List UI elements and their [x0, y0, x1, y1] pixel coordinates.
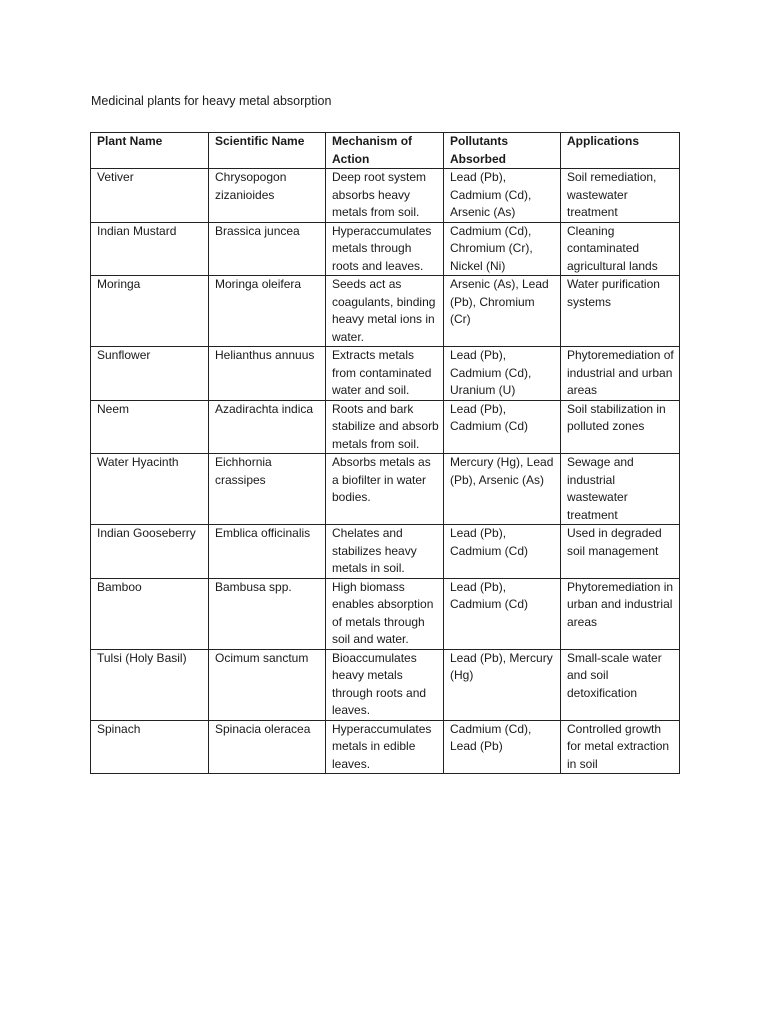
table-row — [91, 222, 680, 276]
cell-plant-name: Neem — [91, 400, 209, 454]
cell-scientific-name: Azadirachta indica — [209, 400, 326, 454]
cell-applications: Phytoremediation of industrial and urban areas — [561, 347, 680, 401]
cell-mechanism: Hyperaccumulates metals in edible leaves. — [326, 720, 444, 774]
cell-plant-name: Vetiver — [91, 169, 209, 223]
table-row — [91, 276, 680, 347]
table-header-row — [91, 133, 680, 169]
header-mechanism: Mechanism of Action — [326, 133, 444, 169]
cell-applications: Used in degraded soil management — [561, 525, 680, 579]
cell-plant-name: Tulsi (Holy Basil) — [91, 649, 209, 720]
cell-plant-name: Water Hyacinth — [91, 454, 209, 525]
cell-scientific-name: Chrysopogon zizanioides — [209, 169, 326, 223]
cell-pollutants: Lead (Pb), Mercury (Hg) — [444, 649, 561, 720]
cell-applications: Soil remediation, wastewater treatment — [561, 169, 680, 223]
table-row — [91, 400, 680, 454]
cell-scientific-name: Bambusa spp. — [209, 578, 326, 649]
cell-pollutants: Arsenic (As), Lead (Pb), Chromium (Cr) — [444, 276, 561, 347]
cell-pollutants: Lead (Pb), Cadmium (Cd) — [444, 578, 561, 649]
cell-scientific-name: Brassica juncea — [209, 222, 326, 276]
cell-scientific-name: Ocimum sanctum — [209, 649, 326, 720]
cell-mechanism: Hyperaccumulates metals through roots and leaves. — [326, 222, 444, 276]
cell-mechanism: Deep root system absorbs heavy metals from soil. — [326, 169, 444, 223]
cell-plant-name: Sunflower — [91, 347, 209, 401]
cell-applications: Phytoremediation in urban and industrial areas — [561, 578, 680, 649]
cell-plant-name: Indian Gooseberry — [91, 525, 209, 579]
cell-plant-name: Spinach — [91, 720, 209, 774]
cell-plant-name: Bamboo — [91, 578, 209, 649]
table-row — [91, 454, 680, 525]
table-row — [91, 649, 680, 720]
cell-pollutants: Mercury (Hg), Lead (Pb), Arsenic (As) — [444, 454, 561, 525]
header-applications: Applications — [561, 133, 680, 169]
cell-pollutants: Cadmium (Cd), Chromium (Cr), Nickel (Ni) — [444, 222, 561, 276]
plants-table — [90, 132, 680, 774]
cell-applications: Sewage and industrial wastewater treatment — [561, 454, 680, 525]
cell-scientific-name: Eichhornia crassipes — [209, 454, 326, 525]
cell-applications: Soil stabilization in polluted zones — [561, 400, 680, 454]
cell-mechanism: Extracts metals from contaminated water and soil. — [326, 347, 444, 401]
cell-scientific-name: Moringa oleifera — [209, 276, 326, 347]
cell-pollutants: Lead (Pb), Cadmium (Cd) — [444, 400, 561, 454]
cell-mechanism: Roots and bark stabilize and absorb metals from soil. — [326, 400, 444, 454]
cell-mechanism: Absorbs metals as a biofilter in water bodies. — [326, 454, 444, 525]
cell-applications: Water purification systems — [561, 276, 680, 347]
table-row — [91, 578, 680, 649]
document-title: Medicinal plants for heavy metal absorption — [91, 94, 332, 108]
cell-scientific-name: Helianthus annuus — [209, 347, 326, 401]
table-row — [91, 347, 680, 401]
cell-mechanism: High biomass enables absorption of metals through soil and water. — [326, 578, 444, 649]
cell-mechanism: Bioaccumulates heavy metals through roots and leaves. — [326, 649, 444, 720]
cell-applications: Cleaning contaminated agricultural lands — [561, 222, 680, 276]
cell-plant-name: Indian Mustard — [91, 222, 209, 276]
header-scientific-name: Scientific Name — [209, 133, 326, 169]
table-row — [91, 169, 680, 223]
cell-applications: Small-scale water and soil detoxification — [561, 649, 680, 720]
header-pollutants: Pollutants Absorbed — [444, 133, 561, 169]
header-plant-name: Plant Name — [91, 133, 209, 169]
cell-applications: Controlled growth for metal extraction in soil — [561, 720, 680, 774]
cell-scientific-name: Emblica officinalis — [209, 525, 326, 579]
cell-pollutants: Lead (Pb), Cadmium (Cd) — [444, 525, 561, 579]
cell-pollutants: Cadmium (Cd), Lead (Pb) — [444, 720, 561, 774]
table-row — [91, 720, 680, 774]
cell-mechanism: Chelates and stabilizes heavy metals in soil. — [326, 525, 444, 579]
cell-plant-name: Moringa — [91, 276, 209, 347]
table-row — [91, 525, 680, 579]
cell-scientific-name: Spinacia oleracea — [209, 720, 326, 774]
cell-pollutants: Lead (Pb), Cadmium (Cd), Uranium (U) — [444, 347, 561, 401]
cell-pollutants: Lead (Pb), Cadmium (Cd), Arsenic (As) — [444, 169, 561, 223]
cell-mechanism: Seeds act as coagulants, binding heavy metal ions in water. — [326, 276, 444, 347]
